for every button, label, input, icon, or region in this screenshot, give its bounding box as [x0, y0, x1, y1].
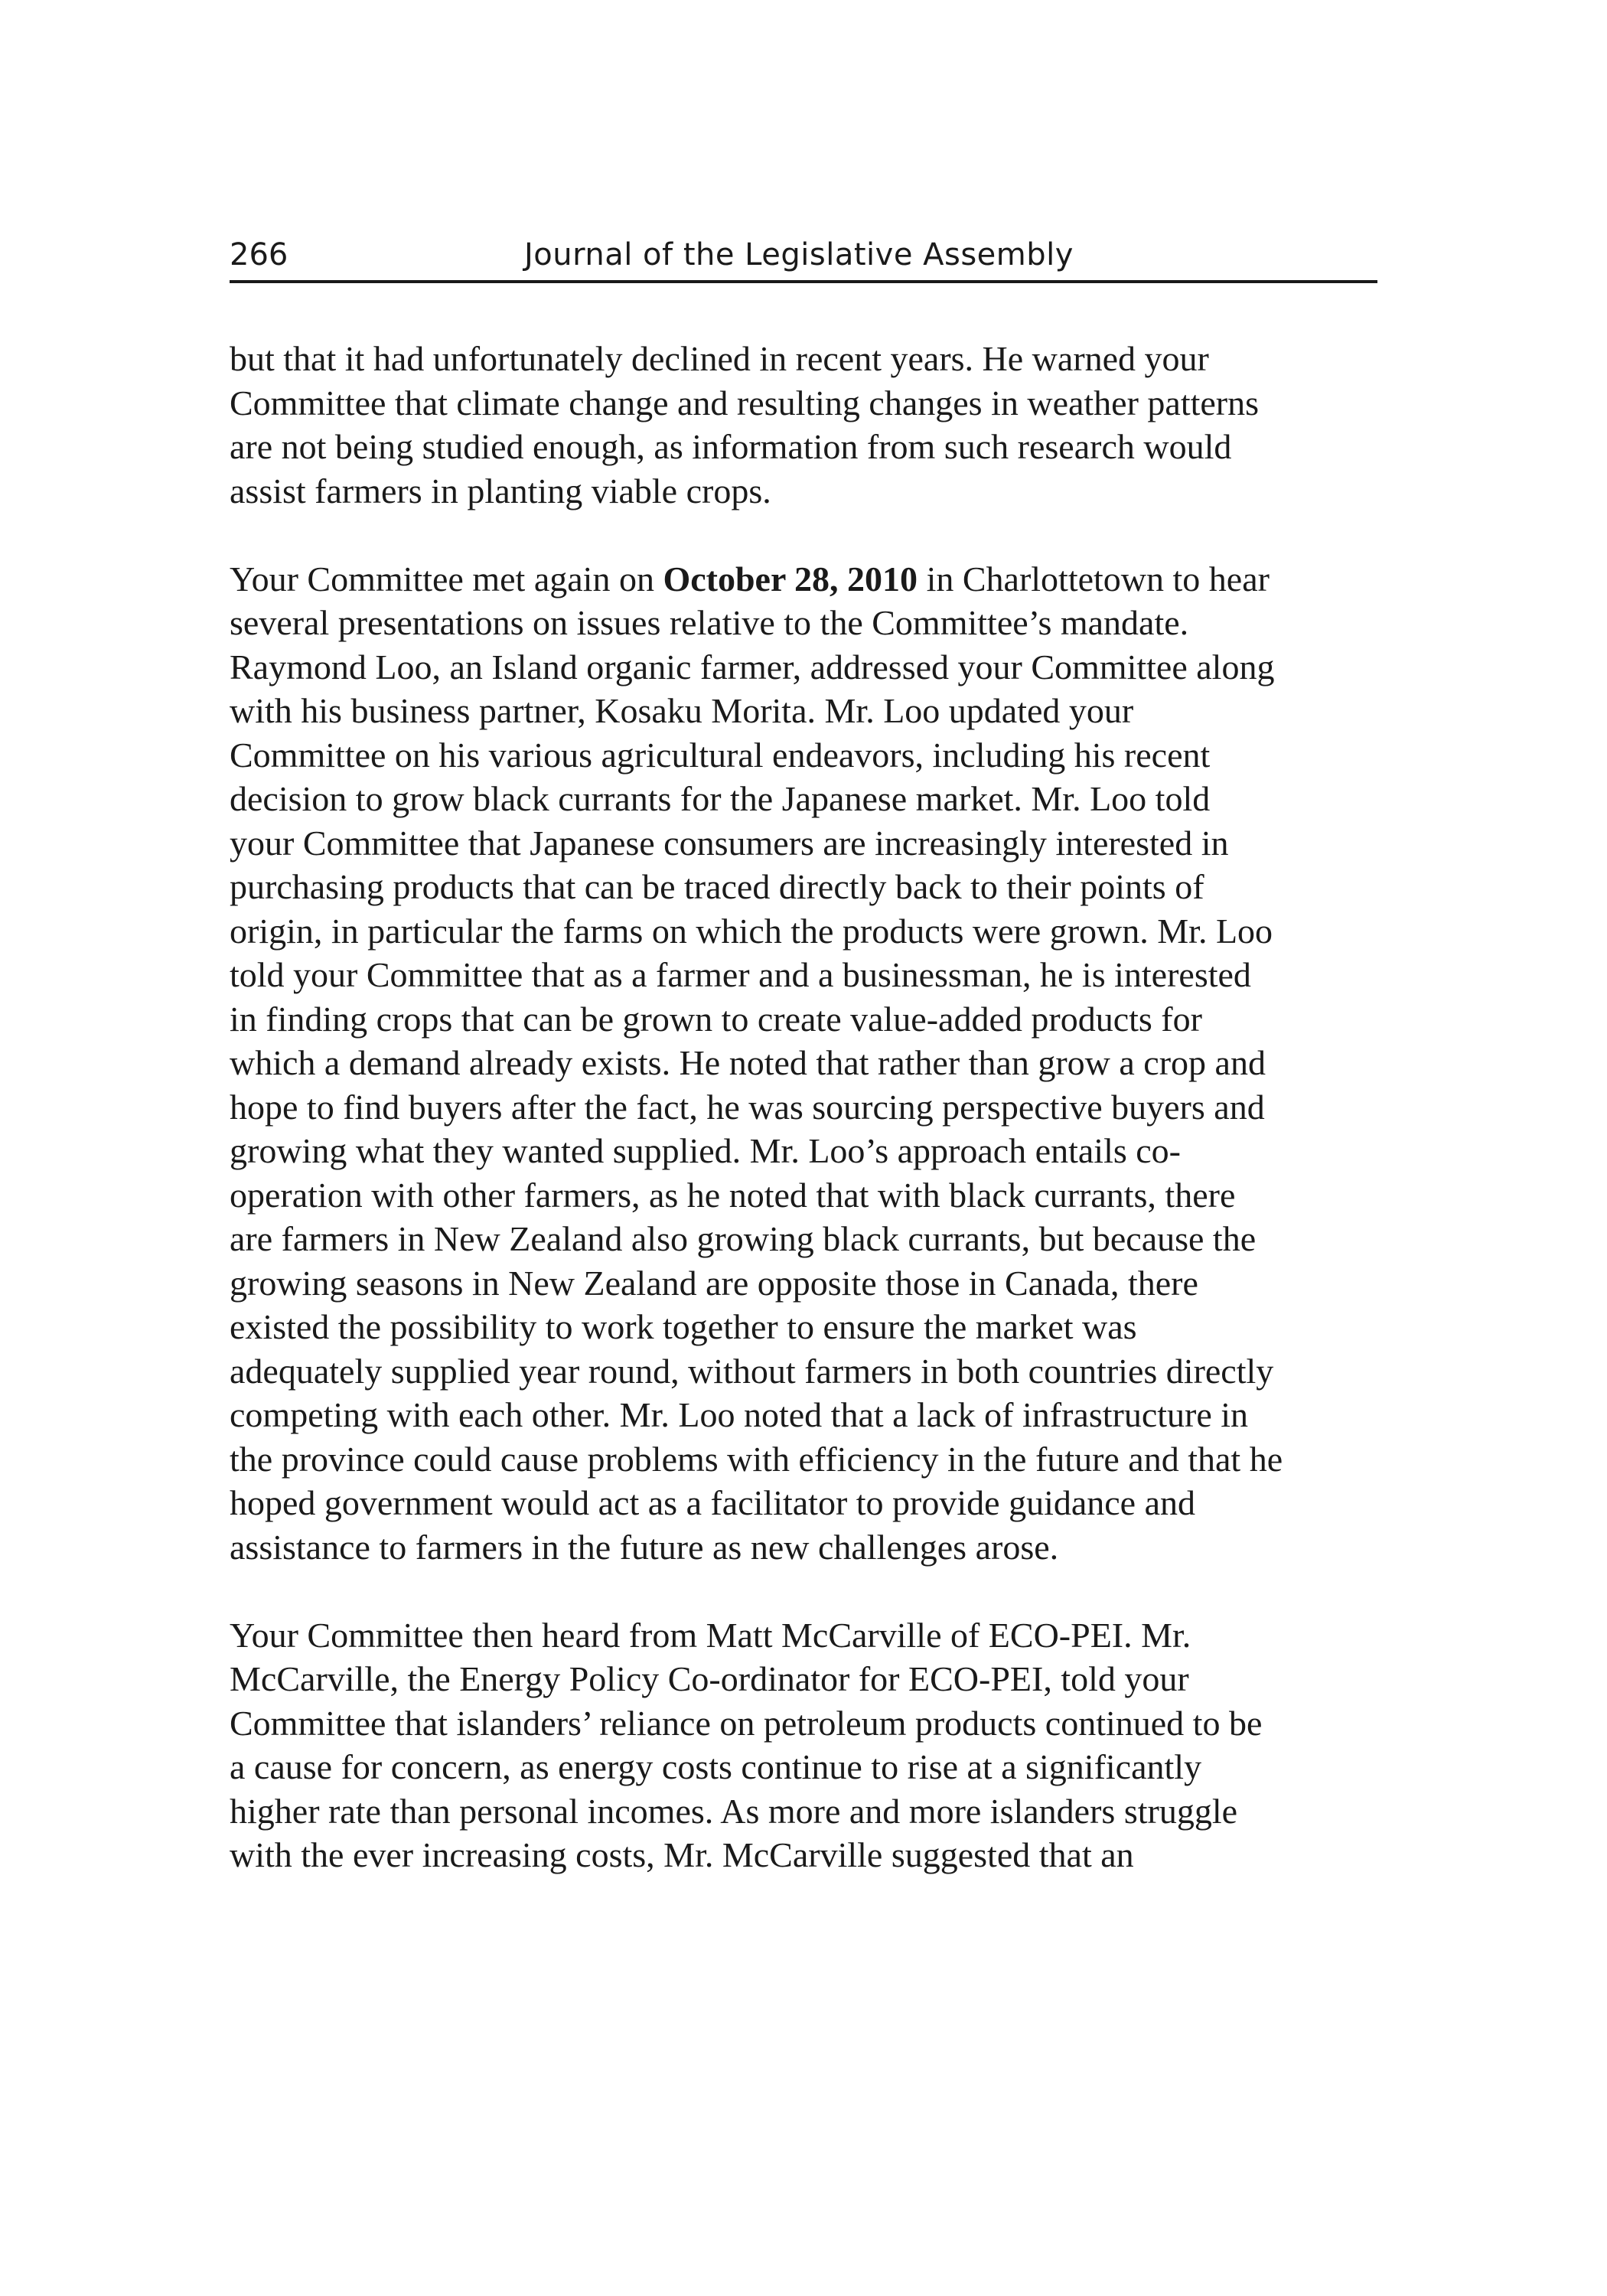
text-line: adequately supplied year round, without farmers in both countries directly: [230, 1351, 1274, 1391]
text-line: your Committee that Japanese consumers are increasingly interested in: [230, 823, 1229, 863]
text-line: in finding crops that can be grown to create value-added products for: [230, 999, 1202, 1039]
journal-title: Journal of the Legislative Assembly: [524, 237, 1074, 272]
text-line: several presentations on issues relative to the Committee’s mandate.: [230, 603, 1189, 642]
text-line: Your Committee then heard from Matt McCarville of ECO-PEI. Mr.: [230, 1615, 1191, 1655]
text-line: told your Committee that as a farmer and a businessman, he is interested: [230, 955, 1251, 994]
paragraph-2: [230, 557, 1393, 1570]
text-line: Committee that islanders’ reliance on petroleum products continued to be: [230, 1703, 1263, 1743]
text-line: Raymond Loo, an Island organic farmer, addressed your Committee along: [230, 647, 1275, 687]
text-line: existed the possibility to work together to ensure the market was: [230, 1307, 1137, 1346]
text-line: competing with each other. Mr. Loo noted that a lack of infrastructure in: [230, 1395, 1249, 1434]
page-number: 266: [230, 237, 288, 272]
lead-text: Your Committee met again on: [230, 559, 663, 598]
text-line: the province could cause problems with efficiency in the future and that he: [230, 1439, 1283, 1479]
text-line: McCarville, the Energy Policy Co-ordinator for ECO-PEI, told your: [230, 1659, 1189, 1698]
text-line: are farmers in New Zealand also growing black currants, but because the: [230, 1219, 1257, 1258]
text-line: [230, 557, 1393, 602]
text-line: a cause for concern, as energy costs continue to rise at a significantly: [230, 1747, 1202, 1786]
lead-text-end: in Charlottetown to hear: [918, 559, 1270, 598]
text-line: which a demand already exists. He noted that rather than grow a crop and: [230, 1043, 1266, 1082]
running-header: [230, 230, 1377, 283]
text-line: Committee on his various agricultural endeavors, including his recent: [230, 735, 1211, 775]
text-line: decision to grow black currants for the Japanese market. Mr. Loo told: [230, 779, 1211, 818]
text-line: are not being studied enough, as information from such research would: [230, 427, 1232, 466]
text-line: growing seasons in New Zealand are opposite those in Canada, there: [230, 1263, 1198, 1303]
document-body: [230, 337, 1393, 1921]
text-line: with his business partner, Kosaku Morita. Mr. Loo updated your: [230, 691, 1134, 730]
text-line: higher rate than personal incomes. As more and more islanders struggle: [230, 1791, 1238, 1831]
paragraph-1: [230, 337, 1393, 513]
text-line: growing what they wanted supplied. Mr. Loo’s approach entails co-: [230, 1131, 1181, 1170]
text-line: Committee that climate change and resulting changes in weather patterns: [230, 383, 1260, 422]
text-line: assistance to farmers in the future as new challenges arose.: [230, 1527, 1059, 1567]
text-line: with the ever increasing costs, Mr. McCarville suggested that an: [230, 1835, 1134, 1874]
meeting-date: October 28, 2010: [663, 559, 918, 598]
text-line: hoped government would act as a facilitator to provide guidance and: [230, 1483, 1196, 1522]
text-line: but that it had unfortunately declined in recent years. He warned your: [230, 339, 1209, 378]
paragraph-3: [230, 1613, 1393, 1877]
text-line: hope to find buyers after the fact, he was sourcing perspective buyers and: [230, 1087, 1265, 1127]
text-line: purchasing products that can be traced directly back to their points of: [230, 867, 1204, 906]
text-line: operation with other farmers, as he noted that with black currants, there: [230, 1175, 1236, 1215]
text-line: origin, in particular the farms on which the products were grown. Mr. Loo: [230, 911, 1273, 951]
text-line: assist farmers in planting viable crops.: [230, 471, 771, 510]
